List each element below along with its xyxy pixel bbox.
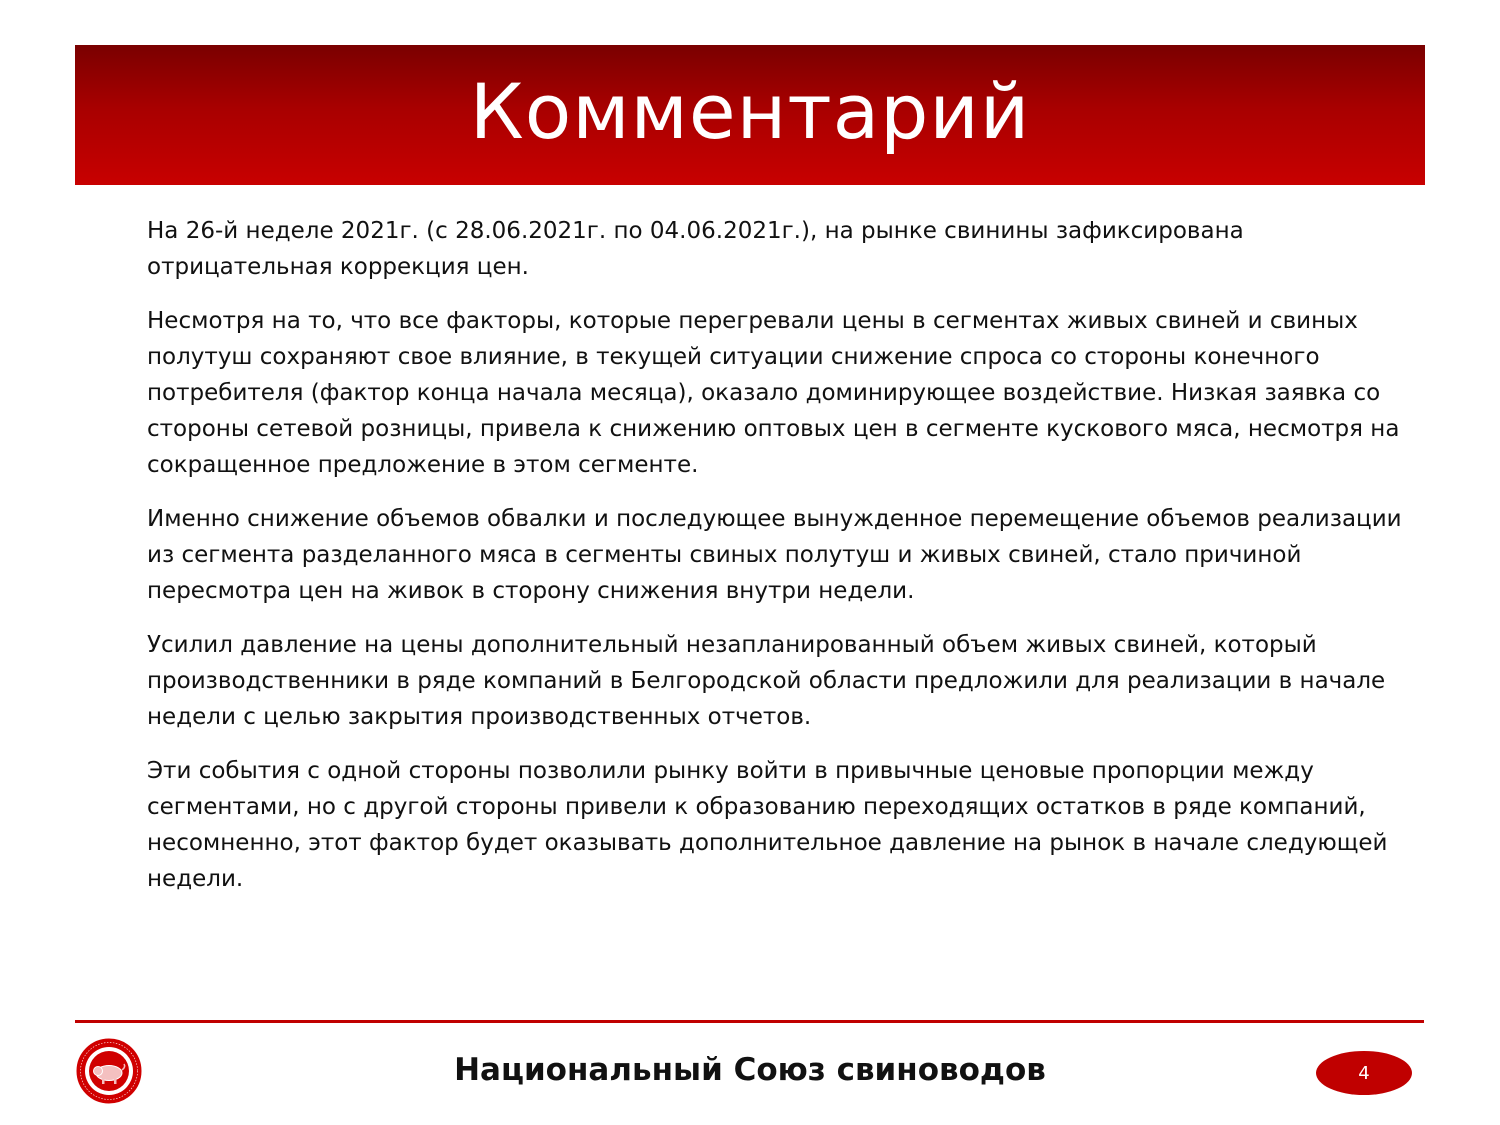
page-number: 4 [1358, 1062, 1370, 1084]
page-title: Комментарий [469, 66, 1031, 156]
title-banner [75, 45, 1425, 185]
paragraph-5: Эти события с одной стороны позволили рынку войти в привычные ценовые пропорции между сегментами, но с другой стороны привели к образованию переходящих остатков в ряде компаний, несомненно, этот фактор будет оказывать дополнительное давление на рынок в начале следующей недели. [147, 758, 1388, 892]
organization-name: Национальный Союз свиноводов [454, 1052, 1046, 1088]
paragraph-3: Именно снижение объемов обвалки и последующее вынужденное перемещение объемов реализации из сегмента разделанного мяса в сегменты свиных полутуш и живых свиней, стало причиной пересмотра цен на живок в сторону снижения внутри недели. [147, 506, 1402, 604]
paragraph-4: Усилил давление на цены дополнительный незапланированный объем живых свиней, который производственники в ряде компаний в Белгородской области предложили для реализации в начале недели с целью закрытия производственных отчетов. [147, 632, 1386, 730]
paragraph-2: Несмотря на то, что все факторы, которые перегревали цены в сегментах живых свиней и свиных полутуш сохраняют свое влияние, в текущей ситуации снижение спроса со стороны конечного потребителя (фактор конца начала месяца), оказало доминирующее воздействие. Низкая заявка со стороны сетевой розницы, привела к снижению оптовых цен в сегменте кускового мяса, несмотря на сокращенное предложение в этом сегменте. [147, 308, 1400, 478]
comment-body [147, 213, 1402, 915]
paragraph-1: На 26-й неделе 2021г. (с 28.06.2021г. по 04.06.2021г.), на рынке свинины зафиксирована отрицательная коррекция цен. [147, 218, 1244, 280]
footer-divider [75, 1020, 1424, 1023]
page-number-badge [1316, 1051, 1412, 1095]
